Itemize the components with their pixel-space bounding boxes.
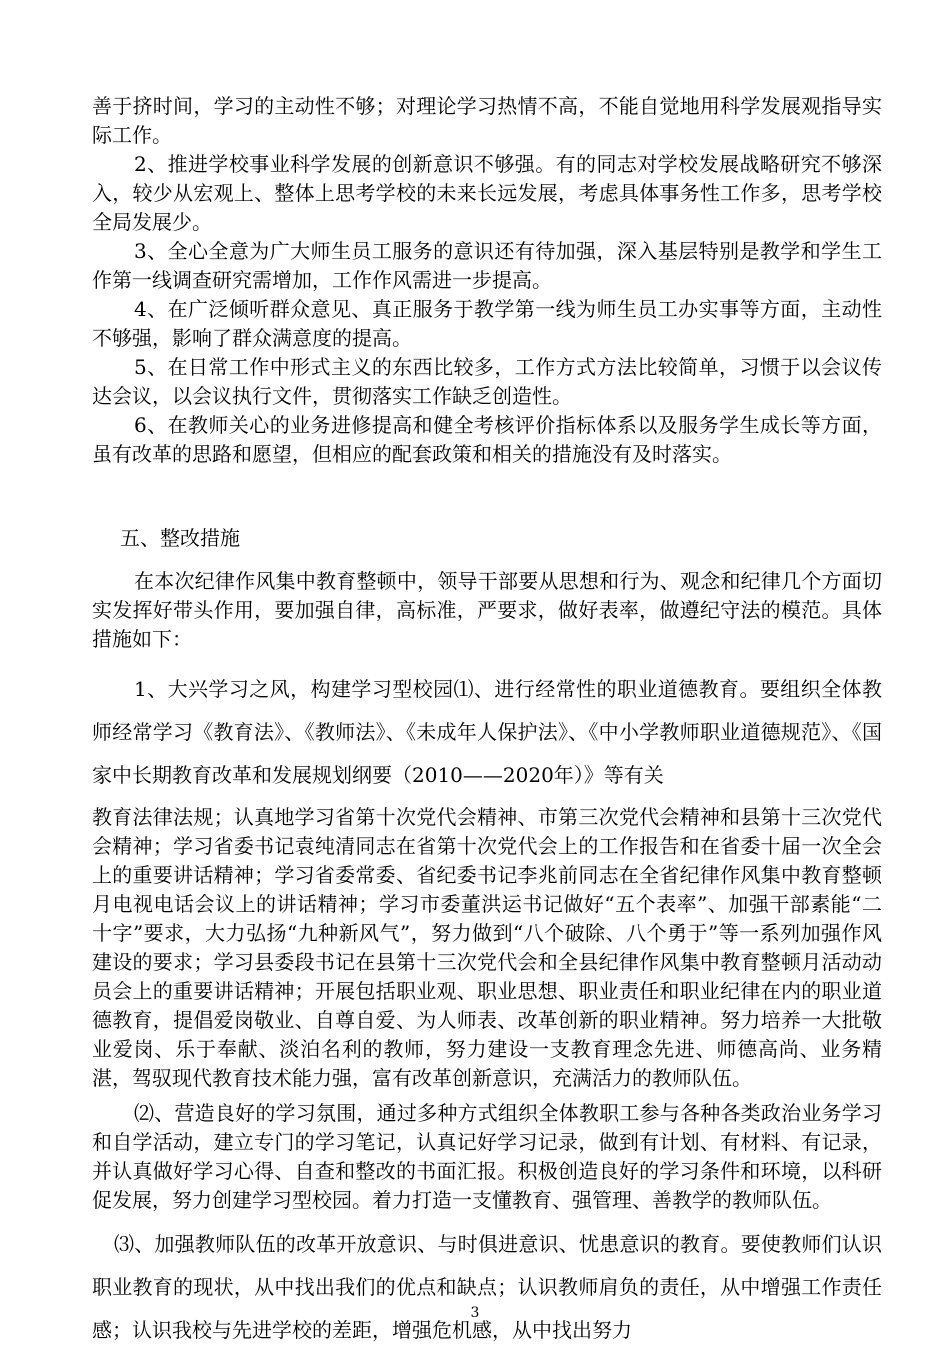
paragraph-item-6: 6、在教师关心的业务进修提高和健全考核评价指标体系以及服务学生成长等方面，虽有改革的思路和愿望，但相应的配套政策和相关的措施没有及时落实。: [92, 413, 882, 466]
measure-2-paragraph: ⑵、营造良好的学习氛围，通过多种方式组织全体教职工参与各种各类政治业务学习和自学活动，建立专门的学习笔记，认真记好学习记录，做到有计划、有材料、有记录，并认真做好学习心得、自查和整改的书面汇报。积极创造良好的学习条件和环境，以科研促发展，努力创建学习型校园。着力打造一支懂教育、强管理、善教学的教师队伍。: [92, 1101, 882, 1212]
measure-3-paragraph: ⑶、加强教师队伍的改革开放意识、与时俱进意识、忧患意识的教育。要使教师们认识职业教育的现状，从中找出我们的优点和缺点；认识教师肩负的责任，从中增强工作责任感；认识我校与先进学校的差距，增强危机感，从中找出努力: [92, 1232, 882, 1342]
paragraph-item-2: 2、推进学校事业科学发展的创新意识不够强。有的同志对学校发展战略研究不够深入，较少从宏观上、整体上思考学校的未来长远发展，考虑具体事务性工作多，思考学校全局发展少。: [92, 152, 882, 234]
paragraph-item-5: 5、在日常工作中形式主义的东西比较多，工作方式方法比较简单，习惯于以会议传达会议，以会议执行文件，贯彻落实工作缺乏创造性。: [92, 355, 882, 408]
section-heading: 五、整改措施: [120, 526, 240, 550]
document-body: [92, 92, 882, 1352]
paragraph-item-3: 3、全心全意为广大师生员工服务的意识还有待加强，深入基层特别是教学和学生工作第一线调查研究需增加，工作作风需进一步提高。: [92, 239, 882, 292]
page-number: 3: [470, 1305, 480, 1321]
measure-1-continuation: 教育法律法规；认真地学习省第十次党代会精神、市第三次党代会精神和县第十三次党代会精神；学习省委书记袁纯清同志在省第十次党代会上的工作报告和在省委十届一次全会上的重要讲话精神；学习省委常委、省纪委书记李兆前同志在全省纪律作风集中教育整顿月电视电话会议上的讲话精神；学习市委董洪运书记做好“五个表率”、加强干部素能“二十字”要求，大力弘扬“九种新风气”，努力做到“八个破除、八个勇于”等一系列加强作风建设的要求；学习县委段书记在县第十三次党代会和全县纪律作风集中教育整顿月活动动员会上的重要讲话精神；开展包括职业观、职业思想、职业责任和职业纪律在内的职业道德教育，提倡爱岗敬业、自尊自爱、为人师表、改革创新的职业精神。努力培养一大批敬业爱岗、乐于奉献、淡泊名利的教师，努力建设一支教育理念先进、师德高尚、业务精湛，驾驭现代教育技术能力强，富有改革创新意识，充满活力的教师队伍。: [92, 805, 882, 1090]
paragraph-continuation: 善于挤时间，学习的主动性不够；对理论学习热情不高，不能自觉地用科学发展观指导实际工作。: [92, 94, 882, 147]
intro-paragraph: 在本次纪律作风集中教育整顿中，领导干部要从思想和行为、观念和纪律几个方面切实发挥好带头作用，要加强自律，高标准，严要求，做好表率，做遵纪守法的模范。具体措施如下：: [92, 569, 882, 651]
paragraph-item-4: 4、在广泛倾听群众意见、真正服务于教学第一线为师生员工办实事等方面，主动性不够强，影响了群众满意度的提高。: [92, 297, 882, 350]
measure-1-lead: 1、大兴学习之风，构建学习型校园⑴、进行经常性的职业道德教育。要组织全体教师经常学习《教育法》、《教师法》、《未成年人保护法》、《中小学教师职业道德规范》、《国家中长期教育改革和发展规划纲要（2010——2020年）》等有关: [92, 677, 882, 787]
